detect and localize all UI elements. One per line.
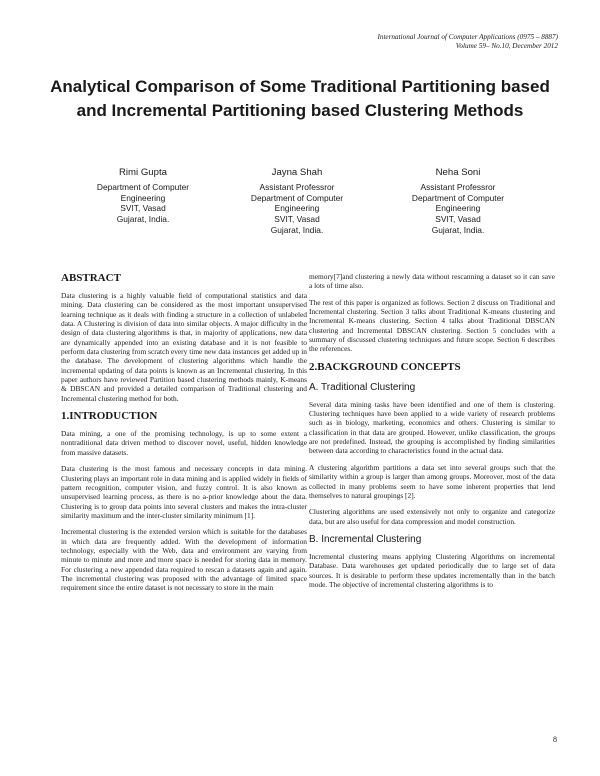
author-name: Jayna Shah [271,167,323,178]
journal-line-2: Volume 59– No.10, December 2012 [455,42,558,50]
right-column [309,272,555,596]
body-paragraph: A clustering algorithm partitions a data set into several groups such that the similarity within a group is larger than among groups. Moreover, most of the data collected in many problems seem to have some inherent properties that lend themselves to natural groupings [2]. [309,462,555,500]
body-paragraph: Clustering algorithms are used extensively not only to organize and categorize data, but are also useful for data compression and model construction. [309,507,555,526]
author-affiliation-line: Department of Computer [96,181,190,192]
left-column [61,272,307,600]
author-name: Rimi Gupta [119,167,167,178]
subsection-heading: B. Incremental Clustering [309,533,422,545]
author-affiliation-line: Engineering [435,203,481,214]
body-paragraph: Several data mining tasks have been identified and one of them is clustering. Clustering techniques have been applied to a wide variety of research problems such as in biology, marketing, economics and others. Clustering is similar to classification in that data are grouped. However, unlike classification, the groups are not predefined. Instead, the grouping is accomplished by finding similarities between data according to characteristics found in the actual data. [309,399,555,456]
intro-paragraph: Data clustering is the most famous and necessary concepts in data mining. Clustering plays an important role in data mining and is applied widely in fields of pattern recognition, computer vision, and fuzzy control. It is also known as unsupervised learning process, as there is no a-prior knowledge about the data. Clustering is to group data points into several clusters and makes the intra-cluster similarity maximum and the inter-cluster similarity minimum [1]. [61,464,307,520]
background-heading: 2.BACKGROUND CONCEPTS [309,360,461,373]
author-name: Neha Soni [435,167,481,178]
author-affiliation-line: Department of Computer [411,192,505,203]
intro-paragraph: Data mining, a one of the promising technology, is up to some extent a nontraditional data driven method to discover novel, useful, hidden knowledge from massive datasets. [61,429,307,457]
journal-header [377,33,558,51]
author-block [227,168,367,236]
body-paragraph: Incremental clustering means applying Clustering Algorithms on incremental Database. Data warehouses get updated periodically due to large set of data sources. It is desirable to perform these updates incrementally than in the batch mode. The objective of incremental clustering algorithms is to [309,551,555,589]
author-affiliation-line: Engineering [120,192,166,203]
intro-paragraph: Incremental clustering is the extended version which is suitable for the databases in which data are frequently added. With the development of information technology, especially with the Web, data and environment are varying from minute to minute and more and more space is needed for storing data in memory. For clustering a new appended data required to rescan a datasets again and again. The incremental clustering was proposed with the advantage of limited space requirement since the entire dataset is not necessary to store in the main [61,527,307,593]
author-affiliation-line: Department of Computer [250,192,344,203]
journal-line-1: International Journal of Computer Applications (0975 – 8887) [377,33,558,41]
author-affiliation-line: SVIT, Vasad [435,214,481,225]
author-block [73,168,213,225]
author-affiliation-line: SVIT, Vasad [120,203,166,214]
author-affiliation-line: Gujarat, India. [431,224,485,235]
author-affiliation-line: SVIT, Vasad [274,214,320,225]
author-affiliation-line: Gujarat, India. [116,214,170,225]
author-affiliation-line: Assistant Professror [420,181,496,192]
abstract-paragraph: Data clustering is a highly valuable field of computational statistics and data mining. Data clustering can be considered as the most important unsupervised learning technique as it deals with finding a structure in a collection of unlabeled data. A Clustering is division of data into similar objects. A major difficulty in the design of data clustering algorithms is that, in majority of applications, new data are dynamically appended into an existing database and it is not feasible to perform data clustering from scratch every time new data instances get added up in the database. The development of clustering algorithms which handle the incremental updating of data points is known as an Incremental clustering. In this paper authors have reviewed Partition based clustering methods mainly, K-means & DBSCAN and provided a detailed comparison of Traditional clustering and Incremental clustering method for both. [61,291,307,403]
body-paragraph: The rest of this paper is organized as follows. Section 2 discuss on Traditional and Incremental clustering. Section 3 talks about Traditional K-means clustering and Incremental K-means clustering. Section 4 talks about Traditional DBSCAN clustering and Incremental DBSCAN clustering. Section 5 concludes with a summary of discussed clustering techniques and future scope. Section 6 describes the references. [309,297,555,354]
page-number: 8 [553,735,557,744]
paper-title: Analytical Comparison of Some Traditional Partitioning based and Incremental Partitioning based Clustering Methods [50,77,550,120]
author-affiliation-line: Assistant Professror [259,181,335,192]
introduction-heading: 1.INTRODUCTION [61,410,158,423]
author-block [388,168,528,236]
body-paragraph: memory[7]and clustering a newly data without rescanning a dataset so it can save a lots of time also. [309,272,555,291]
author-affiliation-line: Engineering [274,203,320,214]
author-affiliation-line: Gujarat, India. [270,224,324,235]
abstract-heading: ABSTRACT [61,272,121,284]
subsection-heading: A. Traditional Clustering [309,381,416,393]
